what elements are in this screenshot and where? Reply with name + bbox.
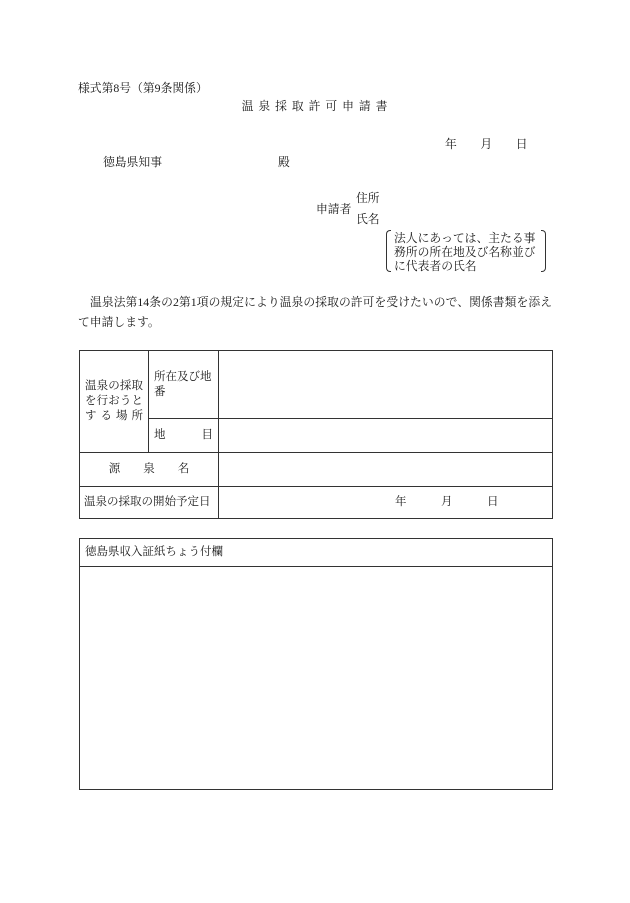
name-label: 氏名 xyxy=(356,212,380,226)
corporate-note-line: 法人にあっては、主たる事 xyxy=(394,231,536,245)
place-label-line: 温泉の採取 xyxy=(85,380,143,392)
land-category-label-cell xyxy=(149,419,219,453)
corporate-note-line: 務所の所在地及び名称並び xyxy=(394,245,536,259)
source-name-value-cell xyxy=(219,453,553,487)
address-label: 住所 xyxy=(356,191,380,205)
location-label: 所在及び地番 xyxy=(154,370,212,398)
land-category-value-cell xyxy=(219,419,553,453)
document-title: 温 泉 採 取 許 可 申 請 書 xyxy=(241,99,389,113)
corporate-note-line: に代表者の氏名 xyxy=(394,259,477,273)
addressee-honorific: 殿 xyxy=(278,155,290,169)
addressee-name: 徳島県知事 xyxy=(103,155,162,169)
revenue-stamp-area xyxy=(80,567,552,789)
source-name-label-cell: 源 泉 名 xyxy=(80,453,219,487)
place-label-cell xyxy=(80,351,149,453)
body-text-line: 温泉法第14条の2第1項の規定により温泉の採取の許可を受けたいので、関係書類を添え xyxy=(90,295,552,309)
note-right-bracket xyxy=(541,230,546,272)
start-date-value-cell: 年 月 日 xyxy=(219,487,553,519)
start-date-label-cell: 温泉の採取の開始予定日 xyxy=(80,487,219,519)
location-value-cell xyxy=(219,351,553,419)
applicant-label: 申請者 xyxy=(316,202,352,216)
form-number: 様式第8号（第9条関係） xyxy=(78,81,208,95)
date-line: 年 月 日 xyxy=(445,137,528,151)
revenue-stamp-header: 徳島県収入証紙ちょう付欄 xyxy=(80,539,552,567)
location-label-cell xyxy=(149,351,219,419)
application-table xyxy=(79,350,553,519)
revenue-stamp-section xyxy=(79,538,553,790)
body-text-line: て申請します。 xyxy=(78,315,160,329)
note-left-bracket xyxy=(386,230,391,272)
place-label-line: す る 場 所 xyxy=(85,410,143,422)
land-category-label: 地 目 xyxy=(154,429,213,441)
place-label-line: を行おうと xyxy=(85,395,143,407)
